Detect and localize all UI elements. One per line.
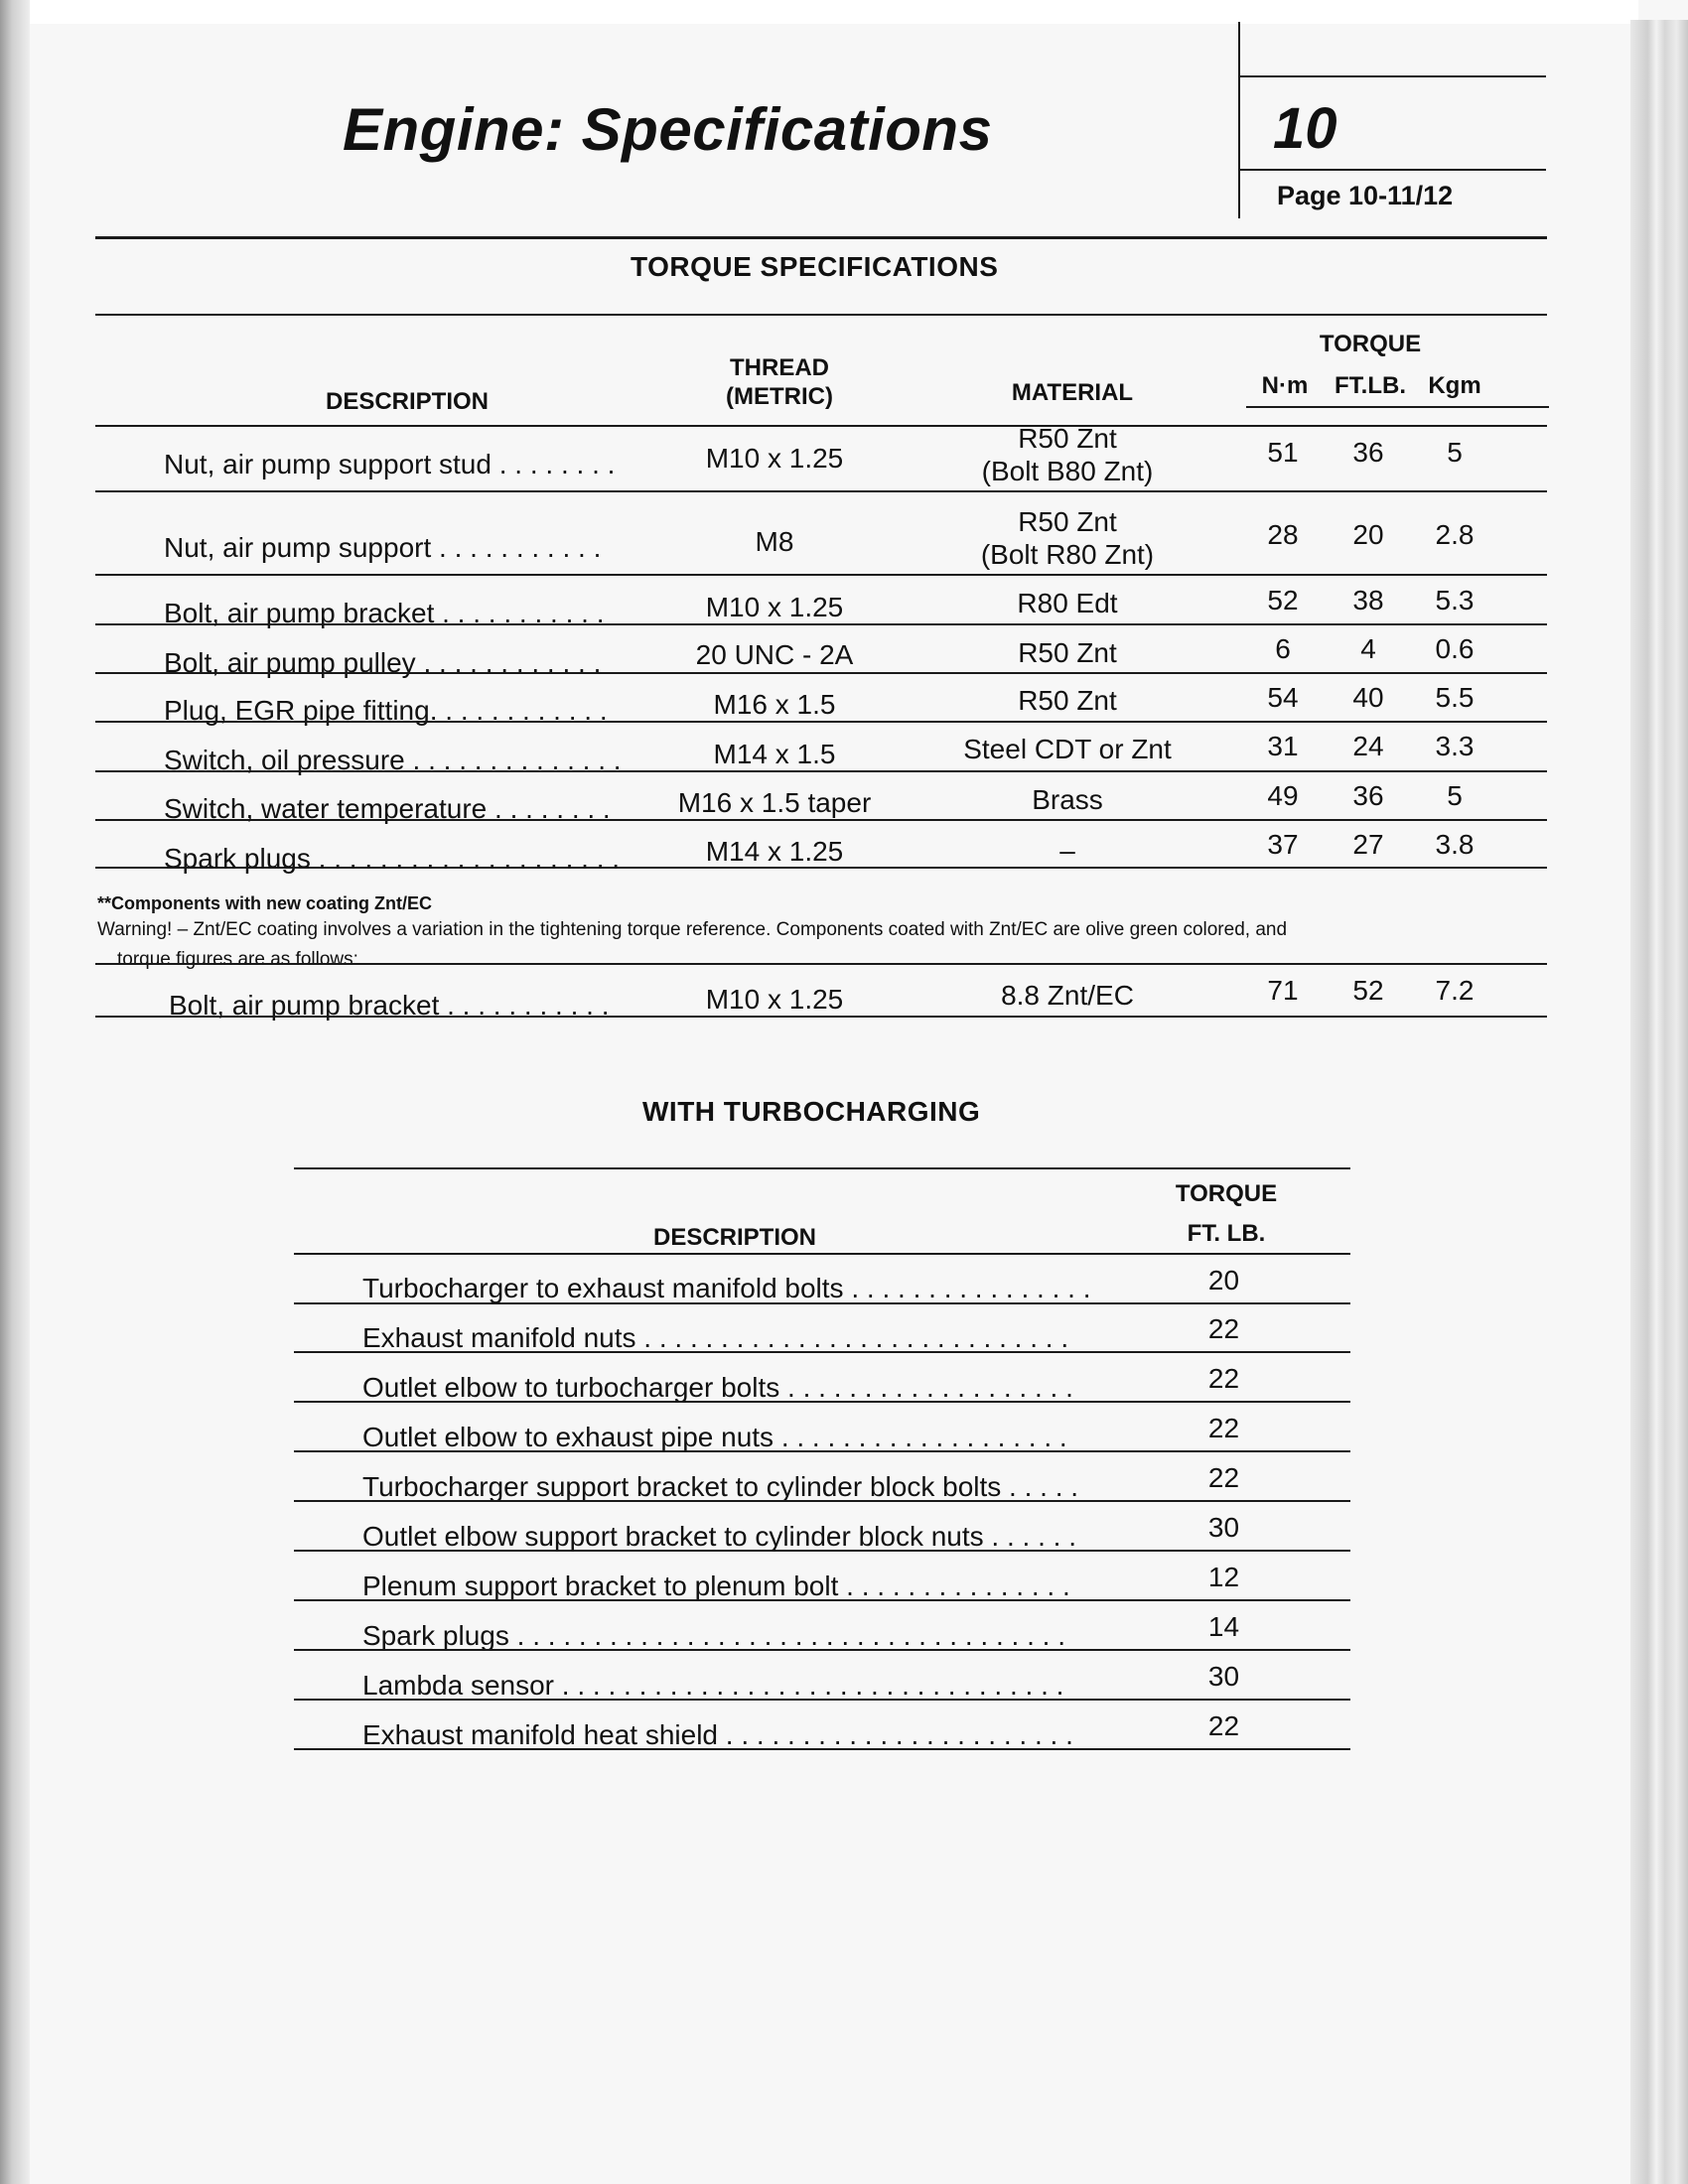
row-nm: 6 [1275, 633, 1291, 664]
row-kgm: 7.2 [1435, 975, 1475, 1006]
row-material: R80 Edt [1017, 588, 1118, 618]
row-description: Turbocharger to exhaust manifold bolts . . . . . . . . . . . . . . . . [362, 1273, 1091, 1303]
row-thread: M8 [755, 526, 794, 557]
header-rule [1238, 169, 1546, 171]
page-edge [1630, 20, 1688, 2184]
column-header-nm: N·m [1261, 372, 1309, 399]
row-divider [294, 1500, 1350, 1502]
row-nm: 31 [1267, 731, 1299, 761]
row-ftlb: 30 [1207, 1661, 1240, 1692]
row-ftlb: 14 [1207, 1611, 1240, 1642]
row-divider [95, 963, 1547, 965]
column-header-ftlb: FT.LB. [1335, 372, 1406, 399]
row-description: Turbocharger support bracket to cylinder block bolts . . . . . [362, 1471, 1079, 1502]
row-description: Nut, air pump support stud . . . . . . . . [164, 449, 616, 479]
warning-note: Warning! – Znt/EC coating involves a variation in the tightening torque reference. Components coated with Znt/EC are olive green colored, and [97, 919, 1288, 940]
row-material: R50 Znt [1018, 685, 1117, 716]
row-divider [95, 672, 1547, 674]
row-ftlb: 22 [1207, 1710, 1240, 1741]
table-rule [294, 1253, 1350, 1255]
torque-table-heading: TORQUE SPECIFICATIONS [631, 251, 999, 282]
row-divider [294, 1450, 1350, 1452]
row-material: – [1059, 835, 1075, 866]
row-ftlb: 40 [1352, 682, 1384, 713]
row-thread: M14 x 1.25 [705, 836, 844, 867]
row-description: Exhaust manifold nuts . . . . . . . . . . . . . . . . . . . . . . . . . . . . [362, 1322, 1069, 1353]
row-divider [95, 721, 1547, 723]
column-header-thread-sub: (METRIC) [726, 383, 833, 410]
row-thread: M10 x 1.25 [705, 984, 844, 1015]
row-description: Switch, oil pressure . . . . . . . . . . . . . . [164, 745, 622, 775]
table-rule [294, 1167, 1350, 1169]
column-header-ftlb: FT. LB. [1187, 1220, 1266, 1247]
row-thread: M10 x 1.25 [705, 592, 844, 622]
row-description: Bolt, air pump bracket . . . . . . . . . . . [169, 990, 610, 1021]
warning-note-continued: torque figures are as follows: [117, 949, 358, 970]
page-top-margin [30, 0, 1638, 24]
row-kgm: 5.3 [1435, 585, 1475, 615]
row-description: Outlet elbow support bracket to cylinder block nuts . . . . . . [362, 1521, 1077, 1552]
row-kgm: 0.6 [1435, 633, 1475, 664]
row-description: Spark plugs . . . . . . . . . . . . . . . . . . . . [164, 843, 621, 874]
coating-footnote: **Components with new coating Znt/EC [97, 893, 432, 913]
page-title: Engine: Specifications [343, 96, 993, 163]
row-kgm: 3.3 [1435, 731, 1475, 761]
row-material: 8.8 Znt/EC [1001, 980, 1134, 1011]
row-ftlb: 20 [1207, 1265, 1240, 1296]
row-ftlb: 52 [1352, 975, 1384, 1006]
column-header-description: DESCRIPTION [325, 388, 489, 415]
row-divider [95, 623, 1547, 625]
column-header-material: MATERIAL [1011, 379, 1134, 406]
column-header-description: DESCRIPTION [652, 1224, 816, 1251]
row-description: Outlet elbow to turbocharger bolts . . . . . . . . . . . . . . . . . . . [362, 1372, 1073, 1403]
row-description: Bolt, air pump bracket . . . . . . . . . . . [164, 598, 605, 628]
row-divider [95, 574, 1547, 576]
row-material: R50 Znt [1018, 637, 1117, 668]
row-nm: 71 [1267, 975, 1299, 1006]
row-ftlb: 22 [1207, 1462, 1240, 1493]
row-ftlb: 22 [1207, 1313, 1240, 1344]
row-ftlb: 4 [1360, 633, 1376, 664]
row-nm: 54 [1267, 682, 1299, 713]
row-divider [95, 490, 1547, 492]
column-header-thread: THREAD [730, 354, 829, 381]
row-thread: M10 x 1.25 [705, 443, 844, 474]
row-material: R50 Znt [1018, 506, 1117, 537]
row-ftlb: 36 [1352, 437, 1384, 468]
row-ftlb: 36 [1352, 780, 1384, 811]
row-kgm: 5.5 [1435, 682, 1475, 713]
row-kgm: 5 [1447, 437, 1463, 468]
row-ftlb: 24 [1352, 731, 1384, 761]
page-reference: Page 10-11/12 [1277, 181, 1454, 210]
row-material: Steel CDT or Znt [963, 734, 1172, 764]
row-nm: 28 [1267, 519, 1299, 550]
row-ftlb: 20 [1352, 519, 1384, 550]
row-divider [95, 770, 1547, 772]
table-rule [95, 314, 1547, 316]
table-bottom-rule [294, 1748, 1350, 1750]
torque-subheader-rule [1246, 406, 1549, 408]
row-divider [95, 867, 1547, 869]
row-nm: 51 [1267, 437, 1299, 468]
column-header-torque: TORQUE [1175, 1180, 1278, 1207]
row-description: Bolt, air pump pulley . . . . . . . . . . . . [164, 647, 602, 678]
row-thread: M14 x 1.5 [713, 739, 836, 769]
row-nm: 37 [1267, 829, 1299, 860]
row-nm: 52 [1267, 585, 1299, 615]
table-rule [95, 425, 1547, 427]
row-description: Nut, air pump support . . . . . . . . . . . [164, 532, 602, 563]
row-ftlb: 38 [1352, 585, 1384, 615]
row-divider [294, 1302, 1350, 1304]
row-divider [294, 1550, 1350, 1552]
row-divider [294, 1401, 1350, 1403]
row-kgm: 2.8 [1435, 519, 1475, 550]
row-material-note: (Bolt R80 Znt) [980, 539, 1155, 570]
header-underline [95, 236, 1547, 239]
row-ftlb: 12 [1207, 1562, 1240, 1592]
row-divider [95, 819, 1547, 821]
row-description: Plug, EGR pipe fitting. . . . . . . . . . . . [164, 695, 608, 726]
row-kgm: 3.8 [1435, 829, 1475, 860]
page-shadow [0, 0, 30, 2184]
turbo-table-heading: WITH TURBOCHARGING [642, 1096, 981, 1127]
row-description: Spark plugs . . . . . . . . . . . . . . . . . . . . . . . . . . . . . . . . . . . . [362, 1620, 1065, 1651]
row-material-note: (Bolt B80 Znt) [981, 456, 1154, 486]
row-divider [294, 1699, 1350, 1701]
header-divider [1238, 22, 1240, 218]
table-bottom-rule [95, 1016, 1547, 1018]
row-ftlb: 30 [1207, 1512, 1240, 1543]
row-ftlb: 22 [1207, 1413, 1240, 1443]
row-description: Lambda sensor . . . . . . . . . . . . . . . . . . . . . . . . . . . . . . . . . [362, 1670, 1064, 1701]
row-description: Exhaust manifold heat shield . . . . . . . . . . . . . . . . . . . . . . . [362, 1719, 1073, 1750]
row-kgm: 5 [1447, 780, 1463, 811]
row-divider [294, 1599, 1350, 1601]
row-ftlb: 27 [1352, 829, 1384, 860]
row-thread: M16 x 1.5 taper [677, 787, 872, 818]
row-description: Switch, water temperature . . . . . . . . [164, 793, 611, 824]
row-nm: 49 [1267, 780, 1299, 811]
row-material: Brass [1032, 784, 1103, 815]
row-description: Plenum support bracket to plenum bolt . . . . . . . . . . . . . . . [362, 1570, 1070, 1601]
row-divider [294, 1351, 1350, 1353]
row-description: Outlet elbow to exhaust pipe nuts . . . . . . . . . . . . . . . . . . . [362, 1422, 1067, 1452]
column-header-kgm: Kgm [1428, 372, 1481, 399]
row-divider [294, 1649, 1350, 1651]
torque-group-header: TORQUE [1319, 331, 1422, 357]
header-rule [1238, 75, 1546, 77]
row-material: R50 Znt [1018, 423, 1117, 454]
row-thread: 20 UNC - 2A [695, 639, 854, 670]
row-thread: M16 x 1.5 [713, 689, 836, 720]
row-ftlb: 22 [1207, 1363, 1240, 1394]
section-number: 10 [1273, 96, 1337, 161]
